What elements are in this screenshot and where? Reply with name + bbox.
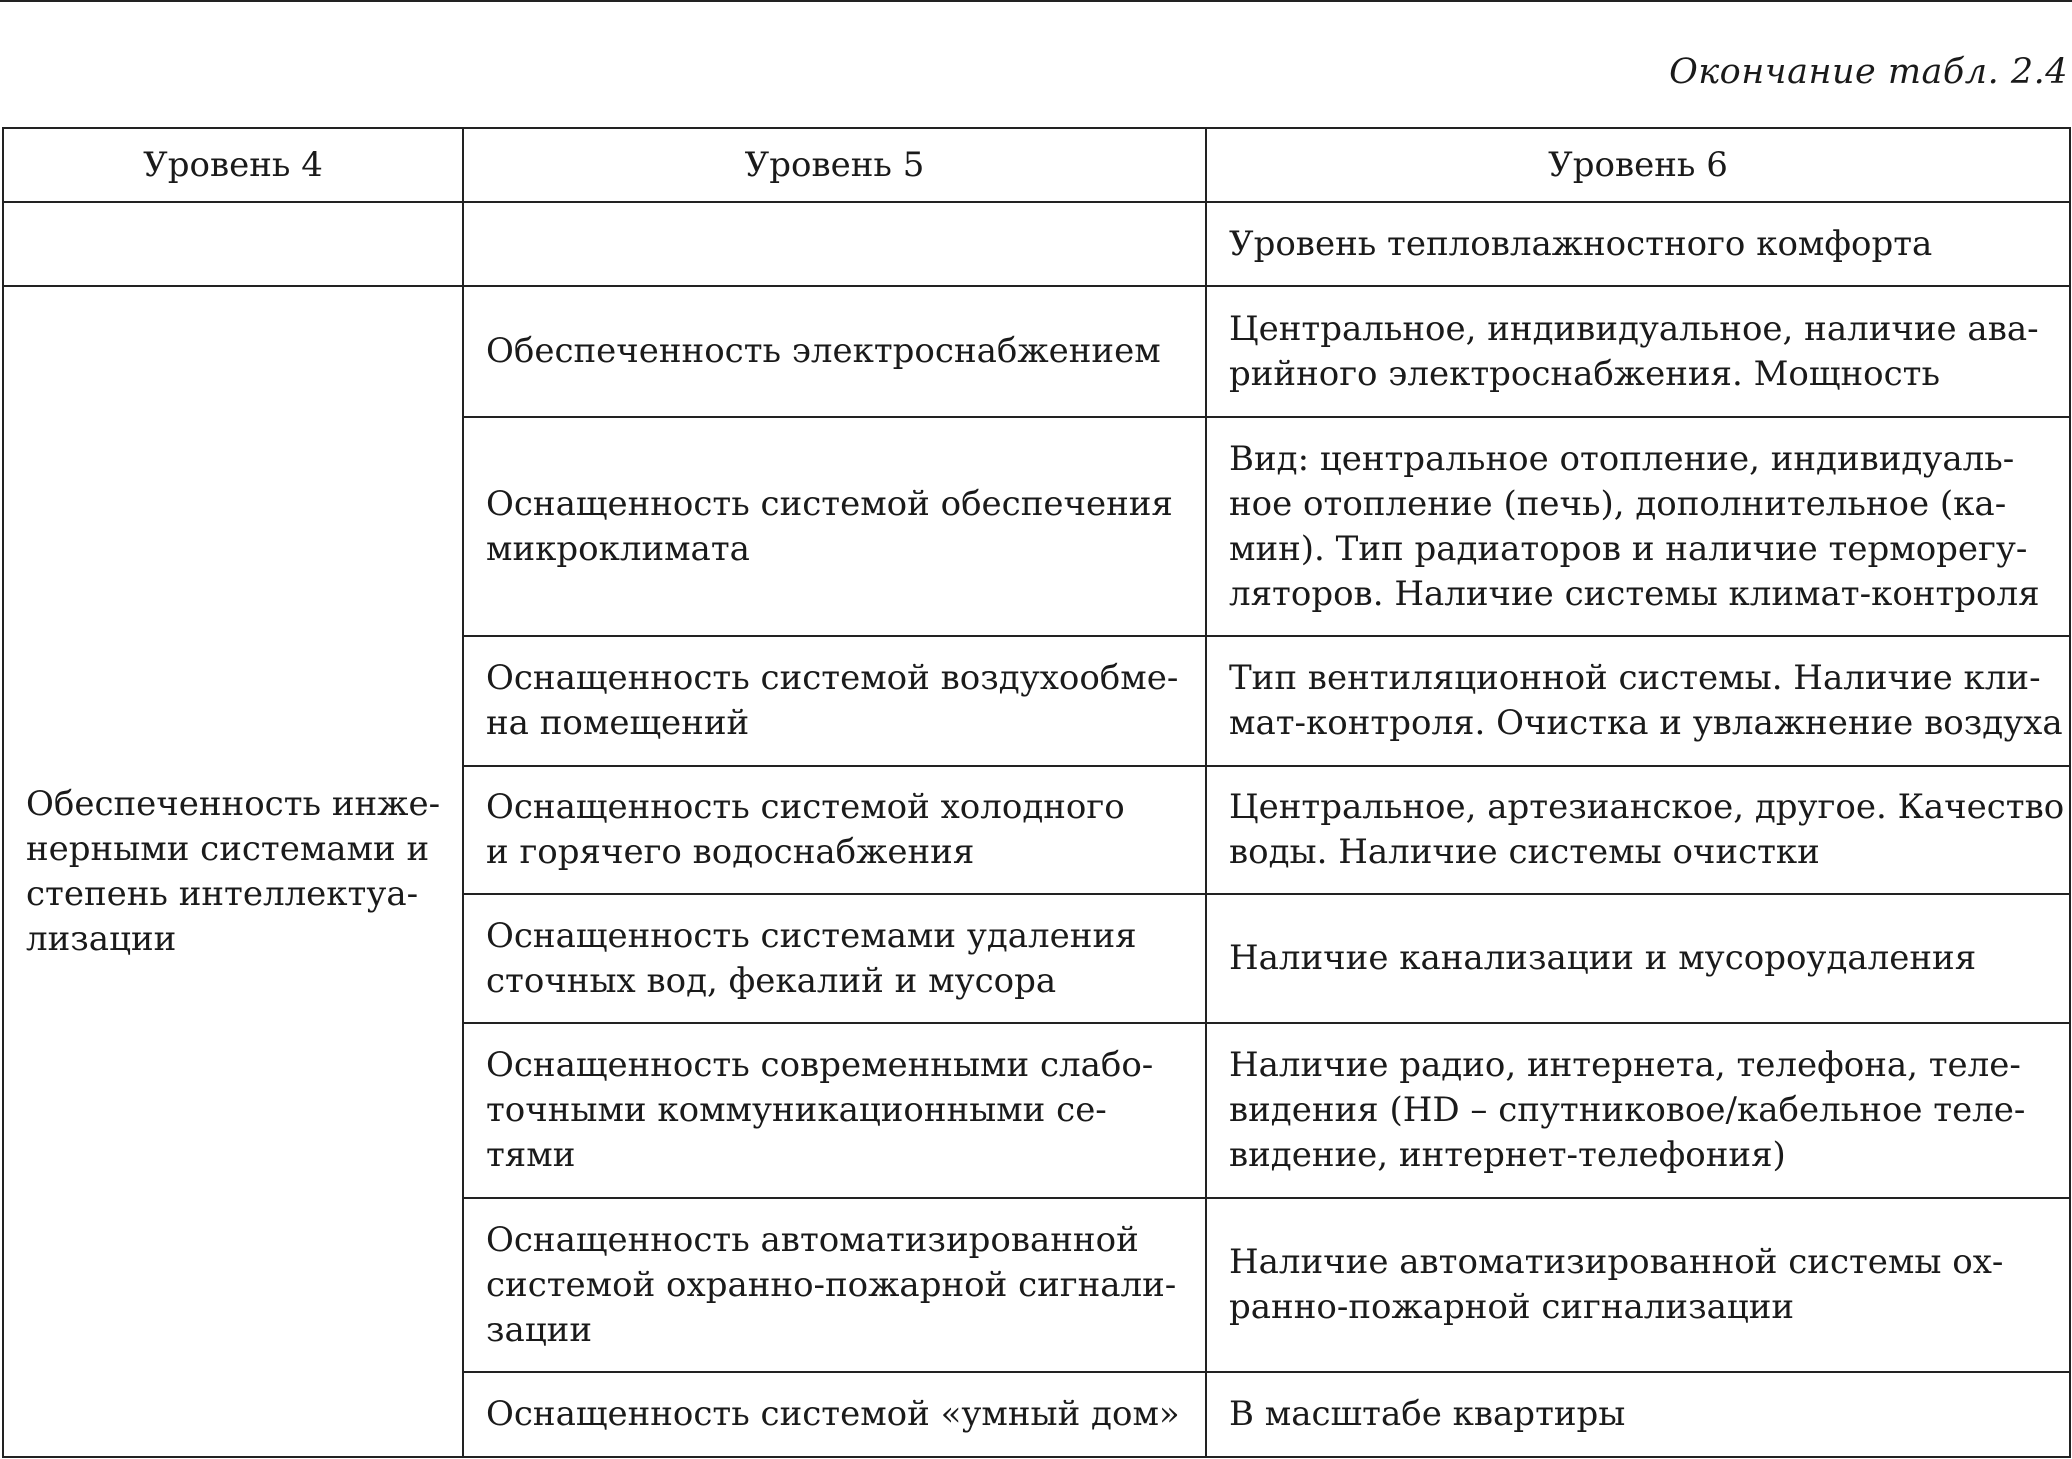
cell-level-4-group-line: лизации (26, 918, 177, 959)
table-row (3, 286, 2070, 417)
cell-level-5-line: микроклимата (486, 528, 750, 569)
cell-level-6 (1206, 1198, 2070, 1372)
cell-level-5-line: зации (486, 1309, 593, 1350)
cell-level-6-line: мат-контроля. Очистка и увлажнение воздуха (1229, 703, 2063, 743)
cell-level-5 (463, 1023, 1206, 1198)
cell-level-4-group (3, 286, 463, 1457)
cell-level-6-line: мин). Тип радиаторов и наличие терморегу- (1229, 528, 2028, 569)
cell-level-5-line: на помещений (486, 703, 750, 743)
cell-level-6-line: воды. Наличие системы очистки (1229, 832, 1820, 872)
cell-level-5-line: Оснащенность системой «умный дом» (486, 1394, 1180, 1434)
table-row (3, 202, 2070, 286)
cell-level-5-empty (463, 202, 1206, 286)
cell-level-6-line: рийного электроснабжения. Мощность (1229, 353, 1940, 394)
cell-level-6-line: Наличие радио, интернета, телефона, теле- (1229, 1045, 2021, 1085)
cell-level-4-group-line: нерными системами и (26, 828, 430, 869)
cell-level-6 (1206, 286, 2070, 417)
cell-level-6 (1206, 202, 2070, 286)
cell-level-6-line: Наличие автоматизированной системы ох- (1229, 1242, 2004, 1282)
cell-level-6-line: ранно-пожарной сигнализации (1229, 1287, 1795, 1327)
top-rule (0, 0, 2072, 2)
cell-level-6-line: ное отопление (печь), дополнительное (ка- (1229, 483, 2007, 524)
cell-level-5-line: Оснащенность системой холодного (486, 787, 1125, 827)
table-caption: Окончание табл. 2.4 (1669, 52, 2068, 92)
cell-level-6 (1206, 766, 2070, 894)
cell-level-5-line: системой охранно-пожарной сигнали- (486, 1264, 1177, 1305)
cell-level-6-line: Тип вентиляционной системы. Наличие кли- (1229, 658, 2041, 698)
cell-level-6-line: Наличие канализации и мусороудаления (1229, 938, 1977, 978)
cell-level-4-group-line: Обеспеченность инже- (26, 783, 441, 824)
cell-level-4-empty (3, 202, 463, 286)
cell-level-6-line: ляторов. Наличие системы климат-контроля (1229, 573, 2040, 614)
cell-level-5 (463, 417, 1206, 636)
cell-level-5-line: Оснащенность современными слабо- (486, 1045, 1154, 1085)
cell-level-5-line: и горячего водоснабжения (486, 832, 975, 872)
cell-level-5 (463, 1372, 1206, 1457)
cell-level-6-line: Центральное, индивидуальное, наличие ава- (1229, 308, 2039, 349)
cell-level-6 (1206, 1023, 2070, 1198)
cell-level-6-line: видение, интернет-телефония) (1229, 1135, 1786, 1175)
cell-level-5-line: Обеспеченность электроснабжением (486, 331, 1161, 371)
cell-level-6 (1206, 894, 2070, 1023)
cell-level-5 (463, 894, 1206, 1023)
cell-level-5-line: Оснащенность автоматизированной (486, 1219, 1139, 1260)
cell-level-5 (463, 636, 1206, 766)
cell-level-5-line: Оснащенность системой обеспечения (486, 483, 1173, 524)
cell-level-6 (1206, 417, 2070, 636)
header-level-5: Уровень 5 (463, 128, 1206, 202)
header-row (3, 128, 2070, 202)
cell-level-6 (1206, 1372, 2070, 1457)
cell-level-5-line: точными коммуникационными се- (486, 1090, 1107, 1130)
cell-level-5 (463, 1198, 1206, 1372)
cell-level-6 (1206, 636, 2070, 766)
cell-level-5 (463, 766, 1206, 894)
header-level-4: Уровень 4 (3, 128, 463, 202)
cell-level-4-group-line: степень интеллектуа- (26, 873, 419, 914)
cell-level-5-line: Оснащенность системами удаления (486, 915, 1137, 956)
cell-level-6-line: видения (HD – спутниковое/кабельное теле- (1229, 1090, 2026, 1130)
cell-level-5 (463, 286, 1206, 417)
cell-level-6-line: В масштабе квартиры (1229, 1394, 1626, 1434)
cell-level-6-line: Центральное, артезианское, другое. Качество (1229, 787, 2065, 827)
engineering-systems-table (2, 127, 2071, 1458)
cell-level-6-line: Вид: центральное отопление, индивидуаль- (1229, 438, 2015, 479)
cell-level-5-line: Оснащенность системой воздухообме- (486, 658, 1179, 698)
cell-level-6-line: Уровень тепловлажностного комфорта (1229, 223, 1933, 264)
header-level-6: Уровень 6 (1206, 128, 2070, 202)
cell-level-5-line: тями (486, 1135, 576, 1175)
cell-level-5-line: сточных вод, фекалий и мусора (486, 960, 1057, 1001)
